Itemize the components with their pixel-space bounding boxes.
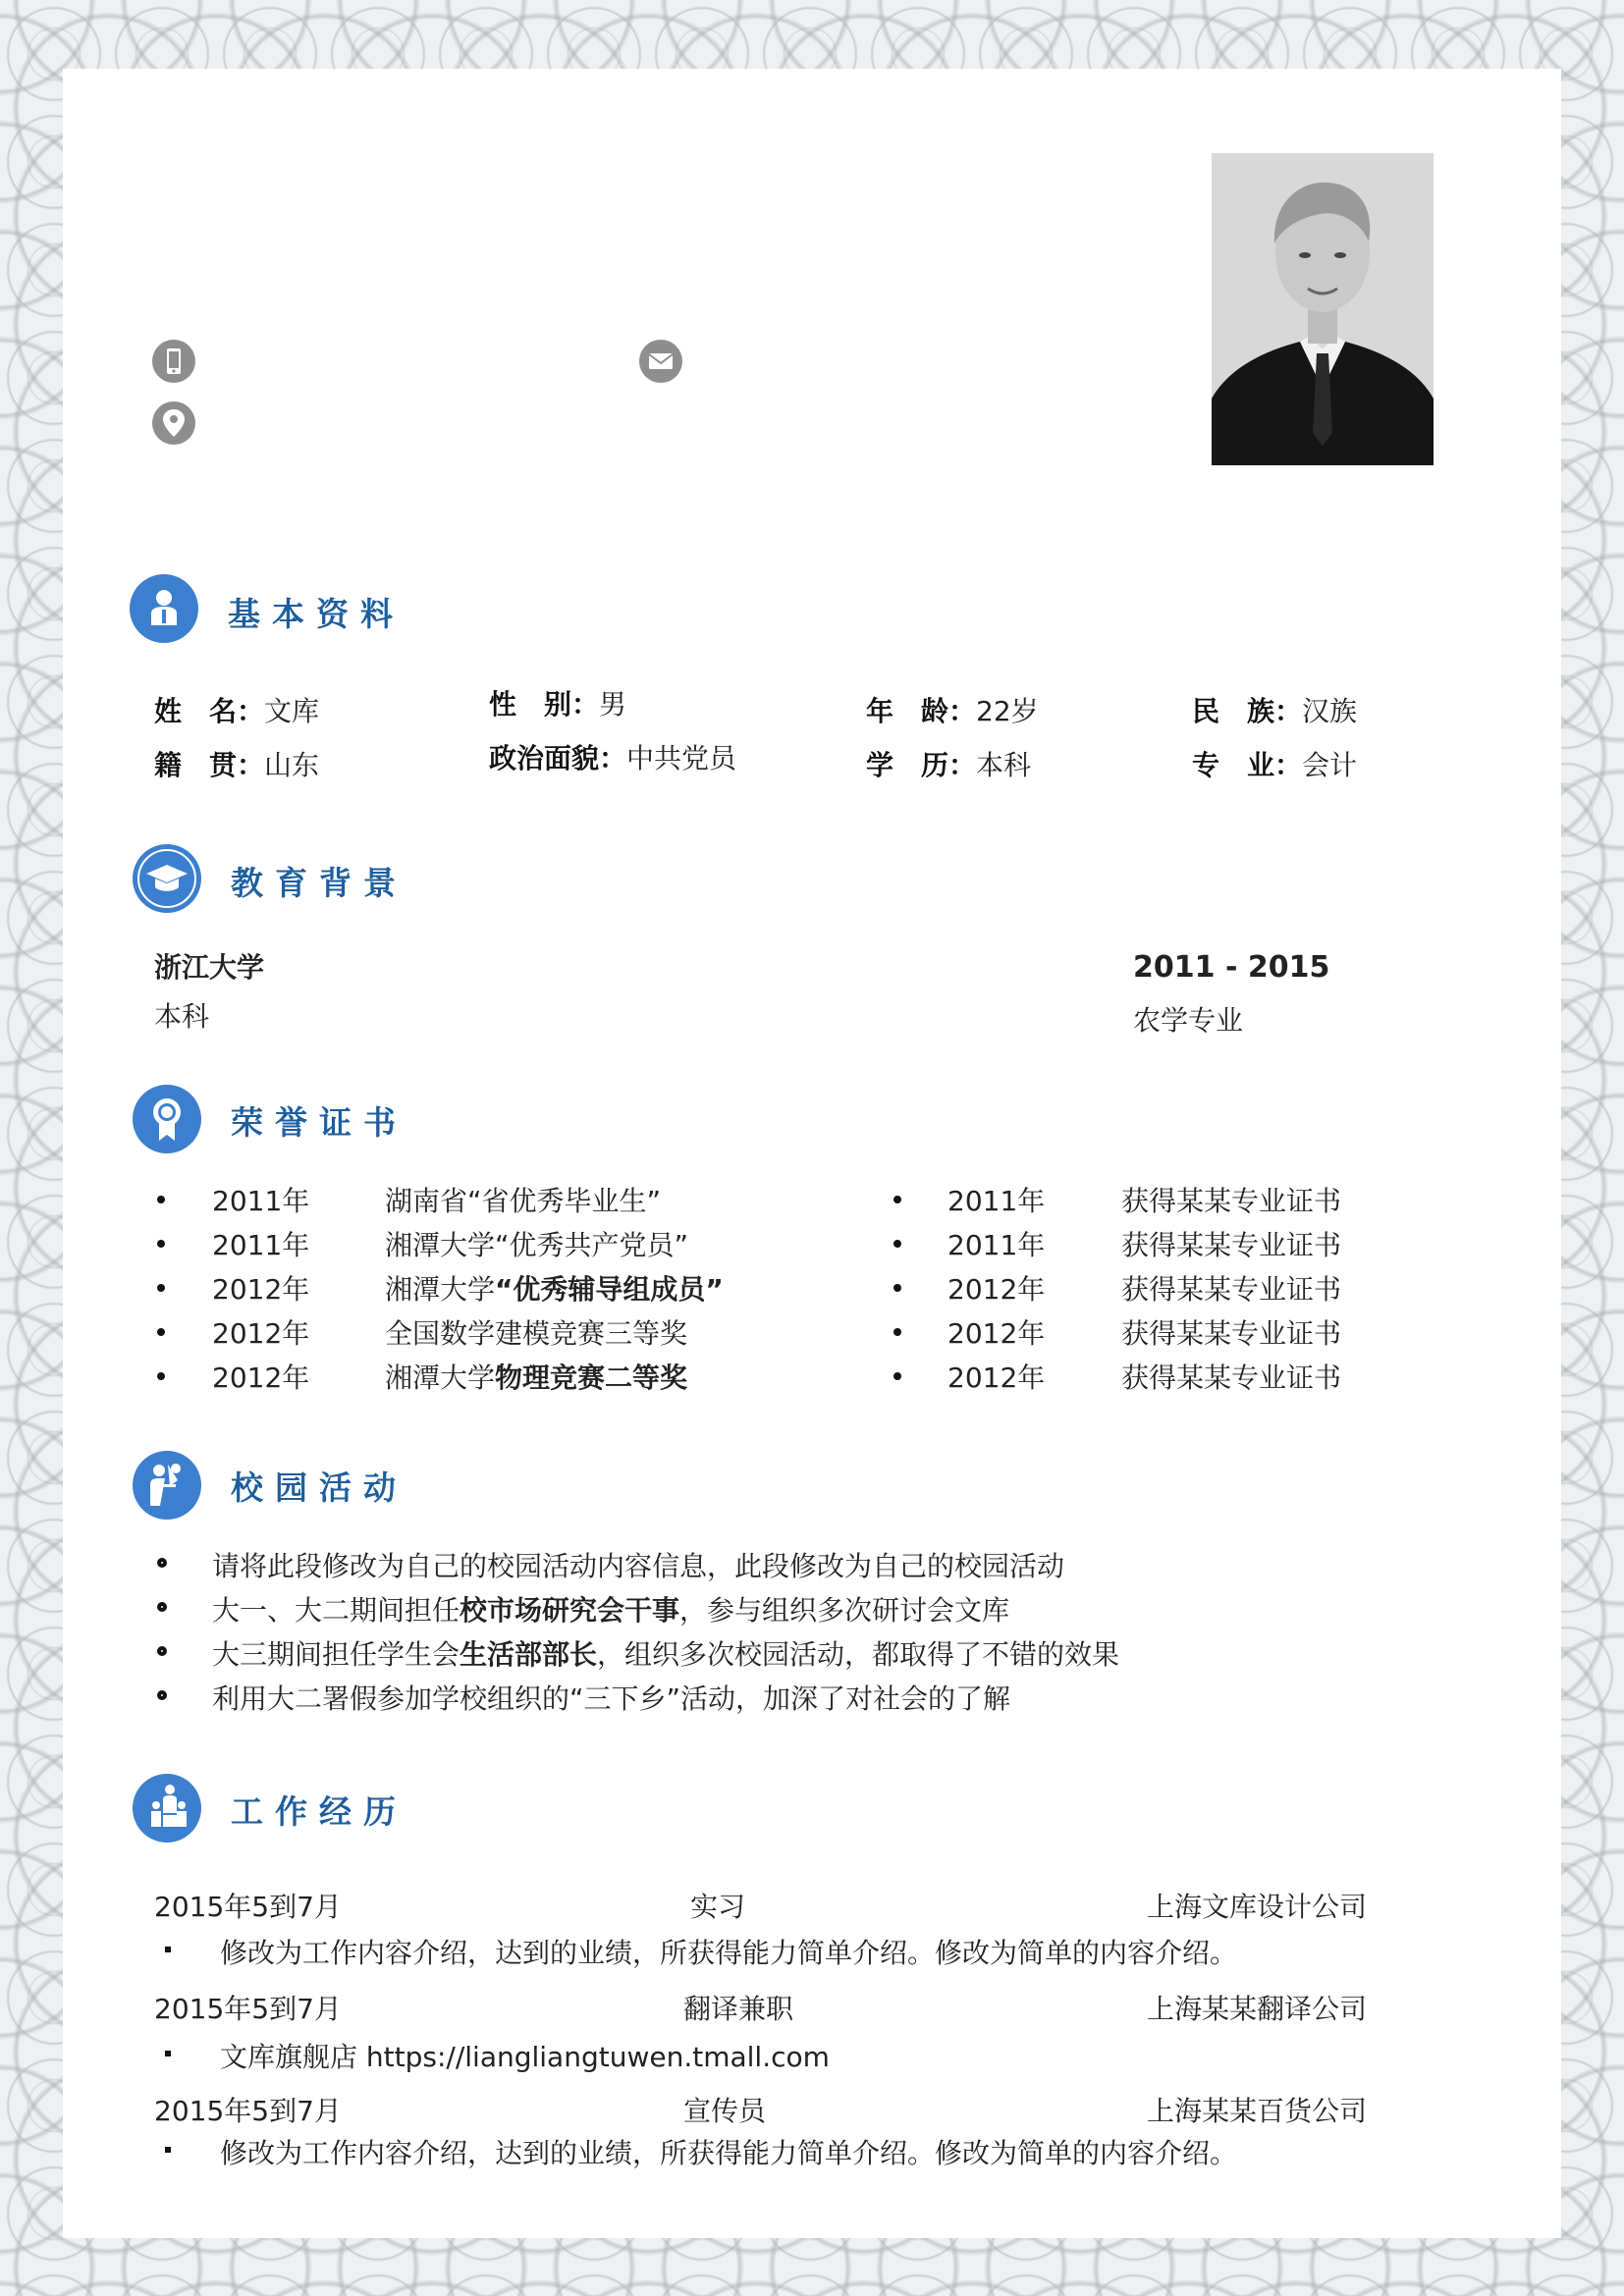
work-team-icon (133, 1774, 201, 1842)
field-hometown: 籍 贯：山东 (154, 749, 320, 781)
section-title-work: 工作经历 (231, 1792, 407, 1831)
education-major: 农学专业 (1133, 1004, 1244, 1037)
medal-icon (133, 1085, 201, 1153)
section-title-basic: 基本资料 (228, 595, 405, 633)
profile-photo (1212, 153, 1434, 465)
email-icon (639, 340, 682, 383)
campus-activity-icon (133, 1451, 201, 1520)
field-ethnicity: 民 族：汉族 (1192, 695, 1358, 727)
field-politics: 政治面貌：中共党员 (489, 742, 737, 774)
section-title-campus: 校园活动 (231, 1468, 407, 1507)
field-age: 年 龄：22岁 (866, 695, 1039, 727)
education-period: 2011 - 2015 (1133, 950, 1330, 985)
section-title-honors: 荣誉证书 (231, 1103, 407, 1142)
section-title-education: 教育背景 (231, 864, 407, 902)
graduation-cap-icon (133, 844, 201, 913)
location-icon (152, 401, 195, 445)
field-gender: 性 别：男 (489, 688, 627, 721)
field-degree: 学 历：本科 (866, 749, 1032, 781)
field-major: 专 业：会计 (1192, 749, 1358, 781)
field-name: 姓 名：文库 (154, 695, 320, 727)
education-school: 浙江大学 (154, 951, 265, 984)
phone-icon (152, 340, 195, 383)
education-level: 本科 (154, 1000, 210, 1033)
person-icon (130, 574, 198, 643)
